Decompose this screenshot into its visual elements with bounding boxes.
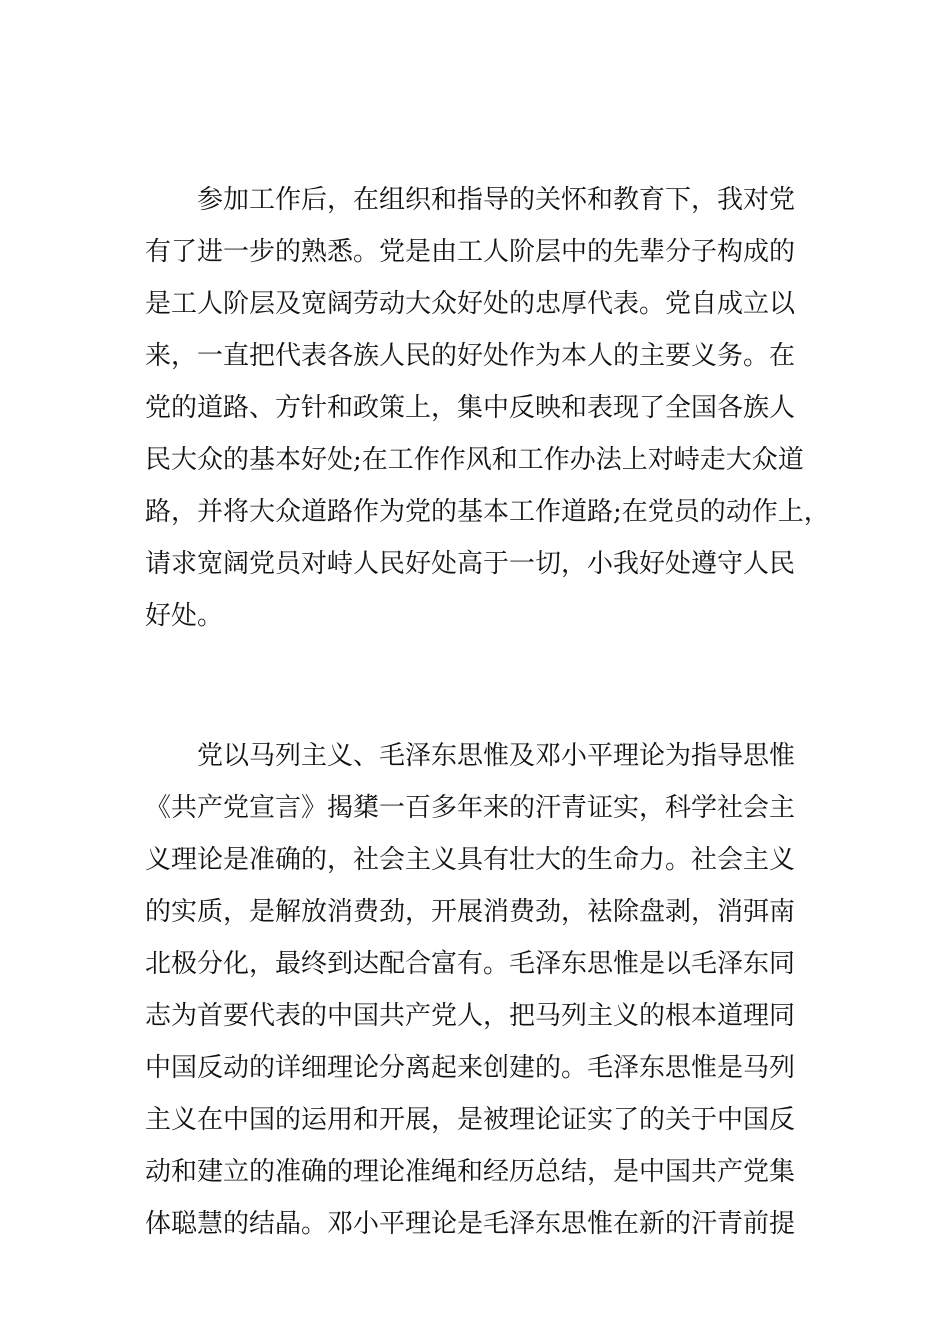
text-line: 志为首要代表的中国共产党人，把马列主义的根本道理同 (145, 1001, 796, 1031)
text-line: 主义在中国的运用和开展，是被理论证实了的关于中国反 (145, 1105, 796, 1135)
text-line: 的实质，是解放消费劲，开展消费劲，袪除盘剥，消弭南 (145, 897, 796, 927)
text-line: 《共产党宣言》揭橥一百多年来的汗青证实，科学社会主 (145, 793, 796, 823)
text-line: 请求宽阔党员对峙人民好处高于一切，小我好处遵守人民 (145, 549, 796, 579)
text-line: 来，一直把代表各族人民的好处作为本人的主要义务。在 (145, 341, 796, 371)
text-line: 义理论是准确的，社会主义具有壮大的生命力。社会主义 (145, 845, 796, 875)
text-line: 参加工作后，在组织和指导的关怀和教育下，我对党 (197, 185, 796, 215)
text-line: 党的道路、方针和政策上，集中反映和表现了全国各族人 (145, 393, 796, 423)
text-line: 动和建立的准确的理论准绳和经历总结，是中国共产党集 (145, 1157, 796, 1187)
text-line: 民大众的基本好处;在工作作风和工作办法上对峙走大众道 (145, 445, 804, 475)
text-line: 党以马列主义、毛泽东思惟及邓小平理论为指导思惟 (197, 741, 796, 771)
text-line: 是工人阶层及宽阔劳动大众好处的忠厚代表。党自成立以 (145, 289, 796, 319)
text-line: 体聪慧的结晶。邓小平理论是毛泽东思惟在新的汗青前提 (145, 1209, 796, 1239)
text-line: 北极分化，最终到达配合富有。毛泽东思惟是以毛泽东同 (145, 949, 796, 979)
text-line: 路，并将大众道路作为党的基本工作道路;在党员的动作上， (145, 497, 830, 527)
text-line: 有了进一步的熟悉。党是由工人阶层中的先辈分子构成的 (145, 237, 796, 267)
text-line: 中国反动的详细理论分离起来创建的。毛泽东思惟是马列 (145, 1053, 796, 1083)
text-line: 好处。 (145, 601, 224, 631)
